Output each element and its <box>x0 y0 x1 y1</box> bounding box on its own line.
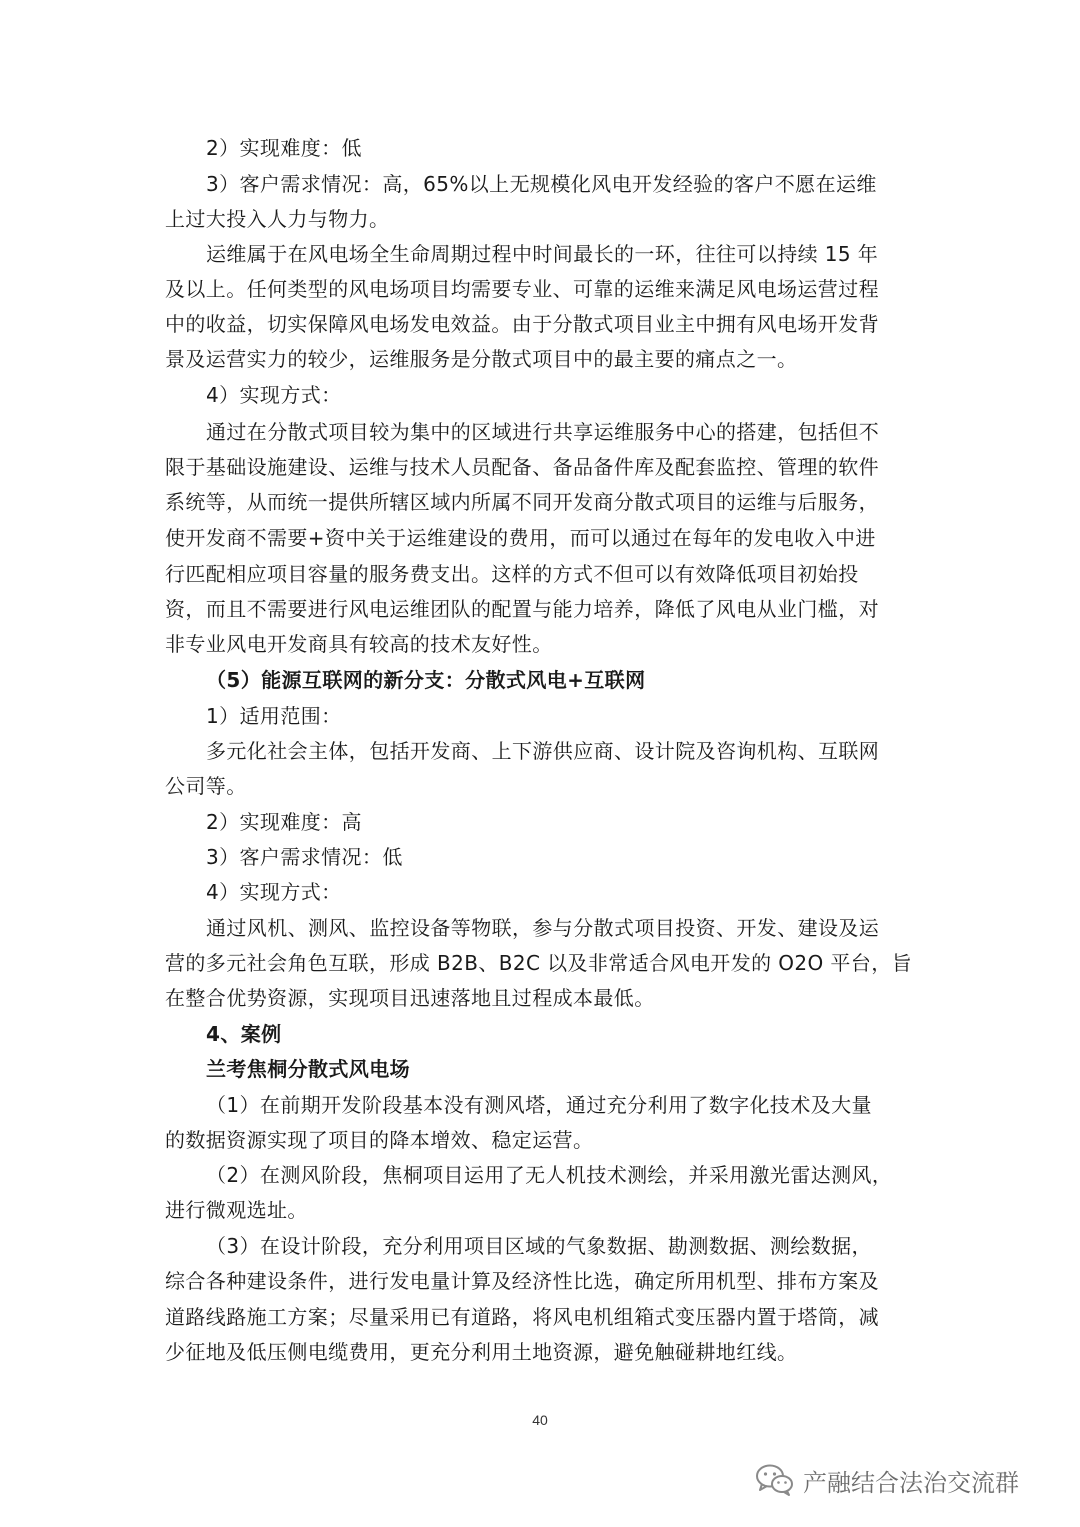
text-line: 限于基础设施建设、运维与技术人员配备、备品备件库及配套监控、管理的软件 <box>165 455 879 479</box>
case-title: 兰考焦桐分散式风电场 <box>206 1057 410 1081</box>
text-line: 行匹配相应项目容量的服务费支出。这样的方式不但可以有效降低项目初始投 <box>165 562 859 586</box>
text-line: 2）实现难度：低 <box>206 136 362 160</box>
text-line: 通过在分散式项目较为集中的区域进行共享运维服务中心的搭建，包括但不 <box>206 420 880 444</box>
text-line: （3）在设计阶段，充分利用项目区域的气象数据、勘测数据、测绘数据， <box>206 1234 872 1258</box>
text-line: 综合各种建设条件，进行发电量计算及经济性比选，确定所用机型、排布方案及 <box>165 1269 879 1293</box>
text-line: 多元化社会主体，包括开发商、上下游供应商、设计院及咨询机构、互联网 <box>206 739 880 763</box>
wechat-icon <box>755 1463 795 1497</box>
text-line: 通过风机、测风、监控设备等物联，参与分散式项目投资、开发、建设及运 <box>206 916 880 940</box>
text-line: 景及运营实力的较少，运维服务是分散式项目中的最主要的痛点之一。 <box>165 347 798 371</box>
text-line: 系统等，从而统一提供所辖区域内所属不同开发商分散式项目的运维与后服务， <box>165 490 879 514</box>
section-heading: （5）能源互联网的新分支：分散式风电+互联网 <box>206 668 646 692</box>
section-heading: 4、案例 <box>206 1022 282 1046</box>
text-line: 进行微观选址。 <box>165 1198 308 1222</box>
text-line: 及以上。任何类型的风电场项目均需要专业、可靠的运维来满足风电场运营过程 <box>165 277 879 301</box>
text-line: 资，而且不需要进行风电运维团队的配置与能力培养，降低了风电从业门槛，对 <box>165 597 879 621</box>
text-line: （2）在测风阶段，焦桐项目运用了无人机技术测绘，并采用激光雷达测风， <box>206 1163 893 1187</box>
text-line: 4）实现方式： <box>206 383 342 407</box>
text-line: 道路线路施工方案；尽量采用已有道路，将风电机组箱式变压器内置于塔筒，减 <box>165 1305 879 1329</box>
text-line: 少征地及低压侧电缆费用，更充分利用土地资源，避免触碰耕地红线。 <box>165 1340 798 1364</box>
text-line: 3）客户需求情况：高，65%以上无规模化风电开发经验的客户不愿在运维 <box>206 172 877 196</box>
text-line: 3）客户需求情况：低 <box>206 845 403 869</box>
text-line: 非专业风电开发商具有较高的技术友好性。 <box>165 632 553 656</box>
text-line: 2）实现难度：高 <box>206 810 362 834</box>
text-line: 运维属于在风电场全生命周期过程中时间最长的一环，往往可以持续 15 年 <box>206 242 879 266</box>
text-line: 营的多元社会角色互联，形成 B2B、B2C 以及非常适合风电开发的 O2O 平台，旨 <box>165 951 913 975</box>
text-line: 上过大投入人力与物力。 <box>165 207 390 231</box>
text-line: 公司等。 <box>165 774 247 798</box>
watermark-text: 产融结合法治交流群 <box>803 1468 1019 1497</box>
text-line: 1）适用范围： <box>206 704 342 728</box>
text-line: 使开发商不需要+资中关于运维建设的费用，而可以通过在每年的发电收入中进 <box>165 526 876 550</box>
watermark <box>755 1463 1019 1497</box>
text-line: 在整合优势资源，实现项目迅速落地且过程成本最低。 <box>165 986 655 1010</box>
text-line: 4）实现方式： <box>206 880 342 904</box>
text-line: 的数据资源实现了项目的降本增效、稳定运营。 <box>165 1128 594 1152</box>
page-number: 40 <box>532 1412 548 1428</box>
text-line: （1）在前期开发阶段基本没有测风塔，通过充分利用了数字化技术及大量 <box>206 1093 872 1117</box>
text-line: 中的收益，切实保障风电场发电效益。由于分散式项目业主中拥有风电场开发背 <box>165 312 879 336</box>
